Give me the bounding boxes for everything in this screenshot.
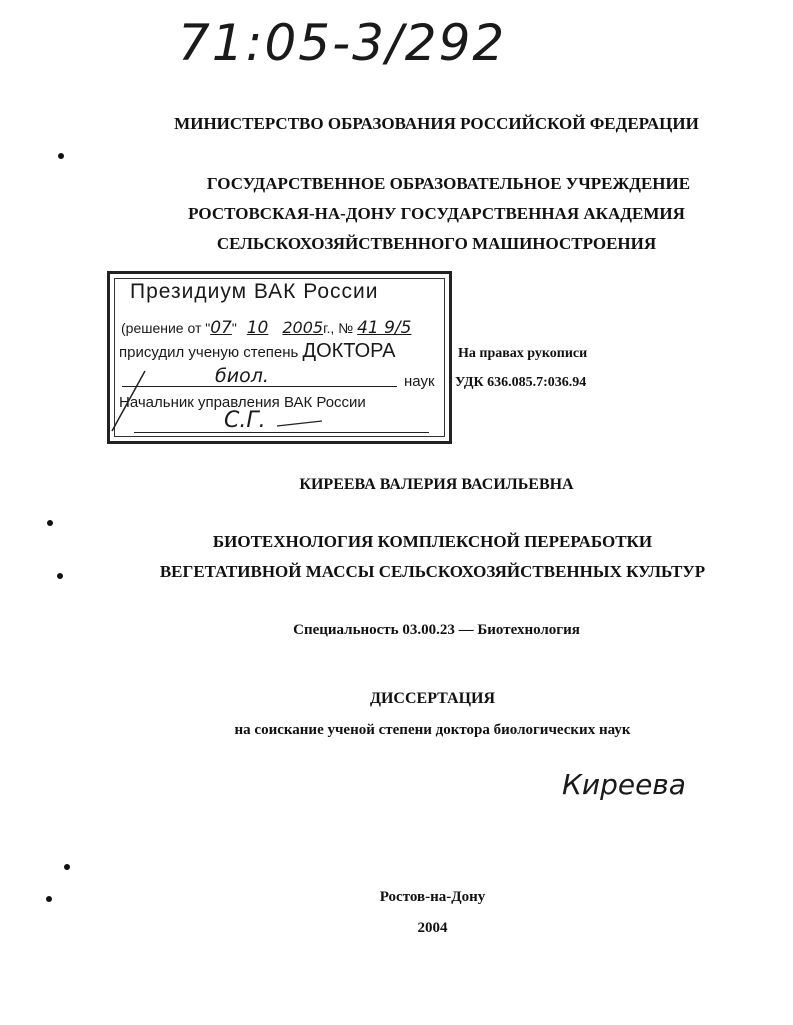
- author-signature: Киреева: [562, 768, 686, 801]
- archive-code-handwritten: 71:05-3/292: [178, 14, 507, 72]
- stamp-quote-open: ": [201, 320, 211, 336]
- udk-code: УДК 636.085.7:036.94: [455, 375, 587, 390]
- stamp-signature: С.Г.: [224, 408, 266, 433]
- scan-dot: [57, 573, 63, 579]
- stamp-quote-close: ": [231, 320, 241, 336]
- institution-line-1: ГОСУДАРСТВЕННОЕ ОБРАЗОВАТЕЛЬНОЕ УЧРЕЖДЕНИЕ: [206, 174, 691, 193]
- stamp-field-suffix: наук: [404, 373, 435, 390]
- stamp-field-handwritten: биол.: [215, 365, 269, 387]
- scan-dot: [58, 153, 64, 159]
- stamp-title: Президиум ВАК России: [130, 280, 379, 303]
- stamp-month: 10: [246, 318, 269, 338]
- title-line-1: БИОТЕХНОЛОГИЯ КОМПЛЕКСНОЙ ПЕРЕРАБОТКИ: [212, 532, 653, 551]
- scan-dot: [46, 896, 52, 902]
- stamp-year: 2005: [282, 318, 324, 337]
- stamp-number: 41 9/5: [357, 318, 412, 338]
- city: Ростов-на-Дону: [379, 889, 486, 905]
- document-purpose: на соискание ученой степени доктора биологических наук: [234, 722, 631, 738]
- author-name: КИРЕЕВА ВАЛЕРИЯ ВАСИЛЬЕВНА: [299, 476, 574, 493]
- stamp-decision-prefix: (решение от: [121, 320, 202, 336]
- document-type: ДИССЕРТАЦИЯ: [369, 690, 496, 707]
- specialty: Специальность 03.00.23 — Биотехнология: [293, 622, 580, 638]
- ministry-heading: МИНИСТЕРСТВО ОБРАЗОВАНИЯ РОССИЙСКОЙ ФЕДЕРАЦИИ: [174, 114, 699, 133]
- title-line-2: ВЕГЕТАТИВНОЙ МАССЫ СЕЛЬСКОХОЗЯЙСТВЕННЫХ КУЛЬТУР: [159, 562, 706, 581]
- manuscript-note: На правах рукописи: [458, 346, 588, 361]
- stamp-head-label: Начальник управления ВАК России: [119, 394, 366, 411]
- stamp-year-label: г., №: [323, 320, 354, 336]
- stamp-awarded-prefix: присудил ученую степень: [119, 344, 299, 361]
- stamp-diagonal-stroke: [107, 271, 452, 444]
- institution-line-3: СЕЛЬСКОХОЗЯЙСТВЕННОГО МАШИНОСТРОЕНИЯ: [216, 234, 657, 253]
- scan-dot: [47, 520, 53, 526]
- institution-line-2: РОСТОВСКАЯ-НА-ДОНУ ГОСУДАРСТВЕННАЯ АКАДЕМИЯ: [188, 204, 685, 223]
- stamp-day: 07: [210, 318, 232, 338]
- stamp-degree: ДОКТОРА: [302, 340, 396, 362]
- scan-dot: [64, 864, 70, 870]
- year: 2004: [417, 920, 448, 936]
